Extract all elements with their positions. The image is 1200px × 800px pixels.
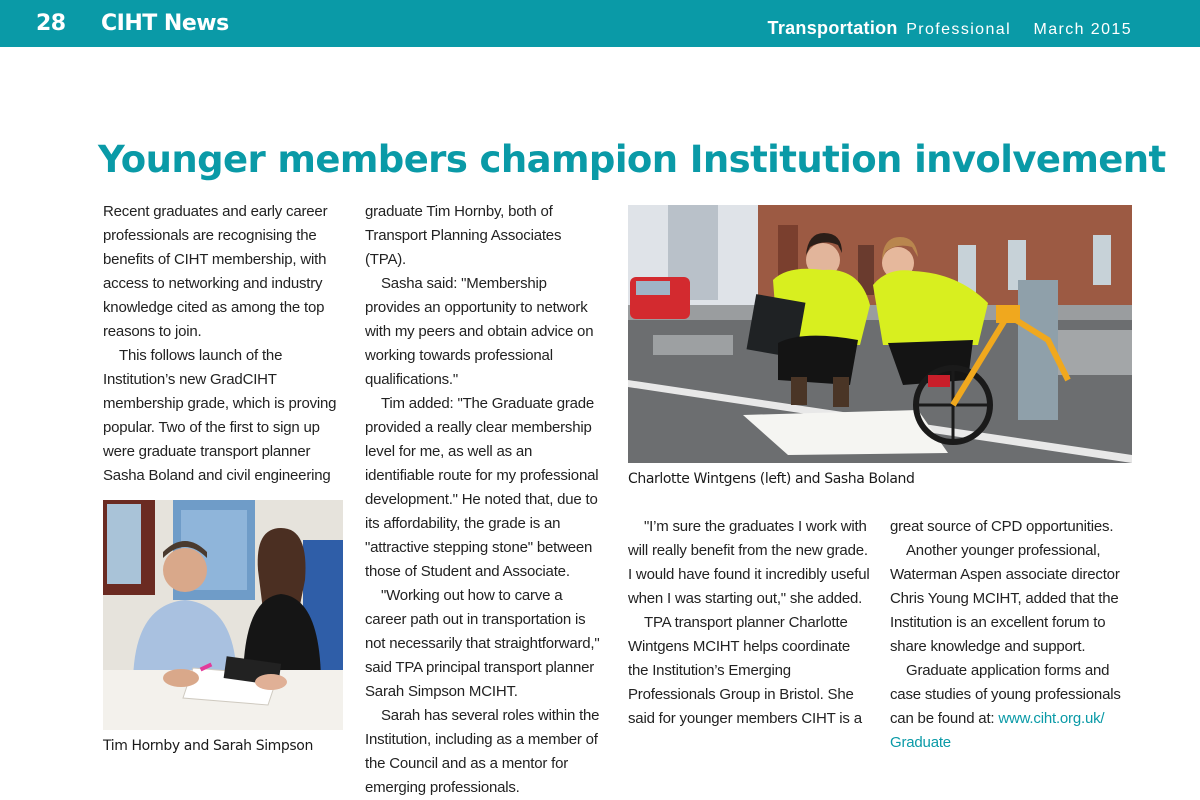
page-number: 28 (36, 11, 66, 36)
paragraph: Tim added: "The Graduate grade provided a really clear membership level for me, as well as an identifiable route for my professional development." He noted that, due to its affordability, the grade is an "attractive stepping stone" between those of Student and Associate. (365, 395, 599, 580)
paragraph: Another younger professional, Waterman Aspen associate director Chris Young MCIHT, added that the Institution is an excellent forum to share knowledge and support. (890, 542, 1120, 655)
paragraph (890, 659, 1130, 755)
paragraph: Sarah has several roles within the Institution, including as a member of the Council and as a mentor for emerging professionals. (365, 707, 600, 796)
graduate-link[interactable]: www.ciht.org.uk/ Graduate (890, 710, 1105, 751)
paragraph: "I’m sure the graduates I work with will really benefit from the new grade. I would have found it incredibly useful when I was starting out," she added. (628, 518, 870, 607)
paragraph: TPA transport planner Charlotte Wintgens MCIHT helps coordinate the Institution’s Emerging Professionals Group in Bristol. She said for younger members CIHT is a (628, 614, 862, 727)
article-headline: Younger members champion Institution involvement (98, 138, 1166, 181)
paragraph: great source of CPD opportunities. (890, 518, 1114, 535)
photo-tim-hornby-sarah-simpson (103, 500, 343, 730)
article-column-2 (365, 200, 605, 800)
page-header-bar (0, 0, 1200, 47)
paragraph: Recent graduates and early career professionals are recognising the benefits of CIHT membership, with access to networking and industry knowledge cited as among the top reasons to join. (103, 203, 328, 340)
paragraph: "Working out how to carve a career path out in transportation is not necessarily that straightforward," said TPA principal transport planner Sarah Simpson MCIHT. (365, 587, 600, 700)
article-column-4 (890, 515, 1130, 755)
paragraph-text: Graduate application forms and case studies of young professionals can be found at: (890, 662, 1121, 727)
photo-caption: Charlotte Wintgens (left) and Sasha Boland (628, 471, 915, 487)
publication-name-bold: Transportation (767, 18, 898, 38)
article-column-1 (103, 200, 343, 488)
paragraph: Sasha said: "Membership provides an opportunity to network with my peers and obtain advice on working towards professional qualifications." (365, 275, 594, 388)
issue-date: March 2015 (1033, 21, 1132, 38)
publication-name-light: Professional (906, 21, 1012, 38)
publication-masthead (768, 18, 1132, 39)
photo-charlotte-wintgens-sasha-boland (628, 205, 1132, 463)
paragraph: graduate Tim Hornby, both of Transport Planning Associates (TPA). (365, 203, 562, 268)
paragraph: This follows launch of the Institution’s new GradCIHT membership grade, which is proving popular. Two of the first to sign up were graduate transport planner Sasha Boland and civil engineering (103, 347, 337, 484)
section-title: CIHT News (101, 11, 229, 36)
article-column-3 (628, 515, 873, 731)
photo-caption: Tim Hornby and Sarah Simpson (103, 738, 313, 754)
